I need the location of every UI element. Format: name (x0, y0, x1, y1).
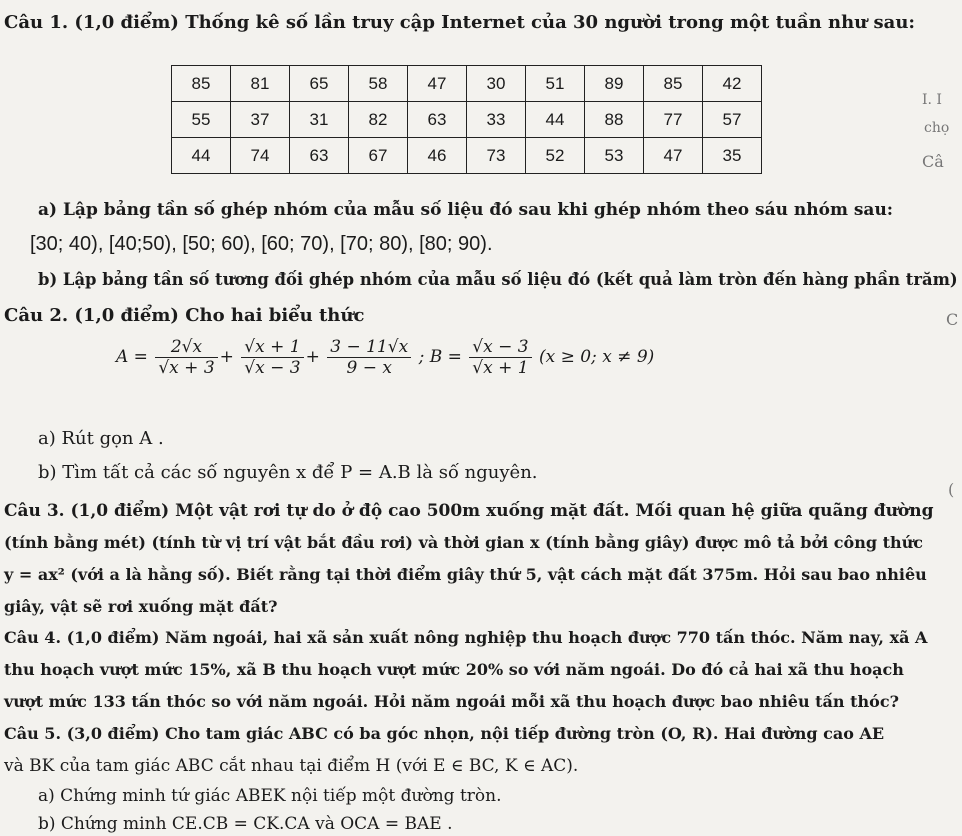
table-cell: 81 (231, 66, 290, 102)
margin-note: chọ (924, 120, 950, 136)
table-cell: 37 (231, 102, 290, 138)
table-cell: 63 (290, 138, 349, 174)
table-cell: 58 (349, 66, 408, 102)
table-cell: 85 (644, 66, 703, 102)
table-cell: 67 (349, 138, 408, 174)
q3-line-2: (tính bằng mét) (tính từ vị trí vật bắt đầu rơi) và thời gian x (tính bằng giây) được mô tả bởi công thức (4, 533, 923, 552)
fraction-4-denominator: √x + 1 (472, 358, 529, 378)
q5-line-2: và BK của tam giác ABC cắt nhau tại điểm H (với E ∈ BC, K ∈ AC). (4, 756, 579, 776)
table-row (172, 138, 762, 174)
q4-line-3: vượt mức 133 tấn thóc so với năm ngoái. Hỏi năm ngoái mỗi xã thu hoạch được bao nhiêu tấn thóc? (4, 692, 899, 711)
fraction-4-numerator: √x − 3 (469, 337, 531, 358)
q1-intervals: [30; 40), [40;50), [50; 60), [60; 70), [70; 80), [80; 90). (30, 233, 493, 255)
q5-line-1: Câu 5. (3,0 điểm) Cho tam giác ABC có ba góc nhọn, nội tiếp đường tròn (O, R). Hai đường cao AE (4, 724, 885, 743)
table-cell: 65 (290, 66, 349, 102)
margin-note: I. I (922, 92, 942, 108)
table-cell: 35 (703, 138, 762, 174)
table-cell: 85 (172, 66, 231, 102)
fraction-2-denominator: √x − 3 (244, 358, 301, 378)
fraction-1 (155, 337, 217, 378)
table-cell: 57 (703, 102, 762, 138)
margin-note: Câ (922, 152, 944, 171)
table-cell: 42 (703, 66, 762, 102)
fraction-3 (327, 337, 411, 378)
margin-note: C (946, 310, 959, 329)
table-cell: 30 (467, 66, 526, 102)
table-cell: 73 (467, 138, 526, 174)
q3-line-4: giây, vật sẽ rơi xuống mặt đất? (4, 597, 278, 616)
table-cell: 74 (231, 138, 290, 174)
formula-condition: (x ≥ 0; x ≠ 9) (538, 347, 655, 367)
data-table (171, 65, 762, 174)
table-cell: 89 (585, 66, 644, 102)
fraction-4 (469, 337, 531, 378)
q5-part-b: b) Chứng minh CE.CB = CK.CA và OCA = BAE . (38, 814, 453, 834)
q4-line-1: Câu 4. (1,0 điểm) Năm ngoái, hai xã sản xuất nông nghiệp thu hoạch được 770 tấn thóc. Năm nay, xã A (4, 628, 928, 647)
q2-part-a: a) Rút gọn A . (38, 428, 164, 449)
fraction-1-numerator: 2√x (155, 337, 217, 358)
q1-title: Câu 1. (1,0 điểm) Thống kê số lần truy cập Internet của 30 người trong một tuần như sau: (4, 12, 916, 33)
q4-line-2: thu hoạch vượt mức 15%, xã B thu hoạch vượt mức 20% so với năm ngoái. Do đó cả hai xã thu hoạch (4, 660, 904, 679)
table-cell: 44 (172, 138, 231, 174)
table-cell: 63 (408, 102, 467, 138)
table-cell: 31 (290, 102, 349, 138)
margin-note: ( (948, 480, 955, 499)
fraction-1-denominator: √x + 3 (158, 358, 215, 378)
table-cell: 52 (526, 138, 585, 174)
q2-part-b: b) Tìm tất cả các số nguyên x để P = A.B là số nguyên. (38, 462, 538, 483)
table-cell: 88 (585, 102, 644, 138)
table-cell: 47 (408, 66, 467, 102)
formula-separator: ; B = (418, 347, 462, 367)
table-cell: 53 (585, 138, 644, 174)
table-cell: 46 (408, 138, 467, 174)
table-cell: 44 (526, 102, 585, 138)
q5-part-a: a) Chứng minh tứ giác ABEK nội tiếp một đường tròn. (38, 786, 502, 806)
fraction-2 (241, 337, 303, 378)
table-cell: 55 (172, 102, 231, 138)
q1-part-b: b) Lập bảng tần số tương đối ghép nhóm của mẫu số liệu đó (kết quả làm tròn đến hàng phần trăm) (38, 270, 958, 290)
q1-part-a: a) Lập bảng tần số ghép nhóm của mẫu số liệu đó sau khi ghép nhóm theo sáu nhóm sau: (38, 200, 894, 220)
q3-line-1: Câu 3. (1,0 điểm) Một vật rơi tự do ở độ cao 500m xuống mặt đất. Mối quan hệ giữa quãng đường (4, 501, 934, 521)
q2-title: Câu 2. (1,0 điểm) Cho hai biểu thức (4, 305, 365, 326)
table-row (172, 102, 762, 138)
table-cell: 47 (644, 138, 703, 174)
table-cell: 77 (644, 102, 703, 138)
table-cell: 82 (349, 102, 408, 138)
table-row (172, 66, 762, 102)
fraction-2-numerator: √x + 1 (241, 337, 303, 358)
table-cell: 51 (526, 66, 585, 102)
fraction-3-numerator: 3 − 11√x (327, 337, 411, 358)
table-cell: 33 (467, 102, 526, 138)
formula-a-lhs: A = (116, 347, 148, 367)
fraction-3-denominator: 9 − x (346, 358, 392, 378)
q2-formula: A = $\frac{2√x}{√x + 3}$ + $\frac{√x + 1}{√x - 3}$ + $\frac{3 - 11√x}{9 - x}$ ; B = $\frac{√x - 3}{√x + 1}$ (x ≥ 0; x ≠ 9) (116, 337, 655, 378)
q3-line-3: y = ax² (với a là hằng số). Biết rằng tại thời điểm giây thứ 5, vật cách mặt đất 375m. Hỏi sau bao nhiêu (4, 565, 927, 584)
